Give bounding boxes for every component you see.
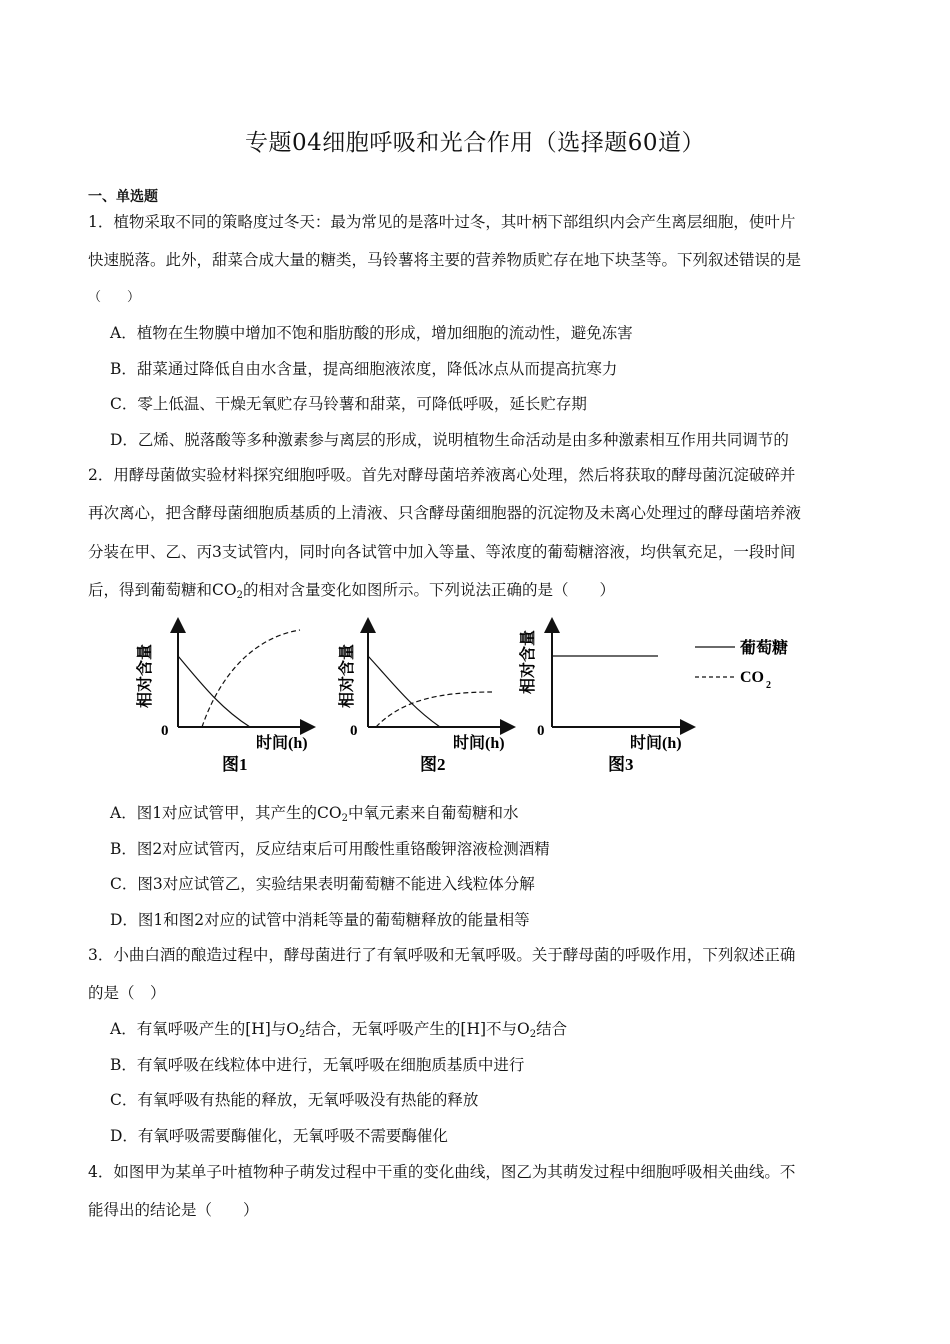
q2-line-1: 2．用酵母菌做实验材料探究细胞呼吸。首先对酵母菌培养液离心处理，然后将获取的酵母菌沉淀破碎并 (88, 466, 796, 484)
q1-line-3: （ ） (88, 290, 141, 305)
q1-line-2: 快速脱落。此外，甜菜合成大量的糖类，马铃薯将主要的营养物质贮存在地下块茎等。下列叙述错误的是 (88, 251, 802, 269)
panel3-caption: 图3 (608, 755, 634, 774)
q4-line-1: 4．如图甲为某单子叶植物种子萌发过程中干重的变化曲线，图乙为其萌发过程中细胞呼吸相关曲线。不 (88, 1163, 796, 1181)
q1-option-d: D．乙烯、脱落酸等多种激素参与离层的形成，说明植物生命活动是由多种激素相互作用共同调节的 (110, 431, 789, 449)
q4-line-2: 能得出的结论是（ ） (88, 1201, 259, 1219)
q1-option-a: A．植物在生物膜中增加不饱和脂肪酸的形成，增加细胞的流动性，避免冻害 (110, 324, 633, 342)
q2-option-c: C．图3对应试管乙，实验结果表明葡萄糖不能进入线粒体分解 (110, 875, 535, 893)
panel1-co2-curve (202, 630, 300, 727)
panel2-origin: 0 (350, 723, 358, 739)
q3-option-d: D．有氧呼吸需要酶催化，无氧呼吸不需要酶催化 (110, 1127, 448, 1145)
q2-option-b: B．图2对应试管丙，反应结束后可用酸性重铬酸钾溶液检测酒精 (110, 840, 550, 858)
panel1-caption: 图1 (222, 755, 248, 774)
q2-line-4: 后，得到葡萄糖和$CO_2$的相对含量变化如图所示。下列说法正确的是（ ） (88, 581, 615, 601)
panel3-xlabel: 时间(h) (630, 735, 682, 752)
panel3-ylabel: 相对含量 (520, 629, 537, 695)
panel1-glucose-curve (178, 656, 250, 727)
q1-option-b: B．甜菜通过降低自由水含量，提高细胞液浓度，降低冰点从而提高抗寒力 (110, 360, 618, 378)
page-title: 专题04细胞呼吸和光合作用（选择题60道） (244, 130, 706, 156)
figure-panel-2 (337, 625, 508, 774)
q3-option-a: A．有氧呼吸产生的[H]与$O_2$结合，无氧呼吸产生的[H]不与$O_2$结合 (110, 1020, 568, 1040)
q3-option-c: C．有氧呼吸有热能的释放，无氧呼吸没有热能的释放 (110, 1091, 479, 1109)
panel2-glucose-curve (368, 656, 440, 727)
q2-line-3: 分装在甲、乙、丙3支试管内，同时向各试管中加入等量、等浓度的葡萄糖溶液，均供氧充足，一段时间 (88, 543, 796, 561)
q2-line-2: 再次离心，把含酵母菌细胞质基质的上清液、只含酵母菌细胞器的沉淀物及未离心处理过的酵母菌培养液 (88, 504, 802, 522)
panel2-caption: 图2 (420, 755, 446, 774)
q2-option-a: A．图1对应试管甲，其产生的$CO_2$中氧元素来自葡萄糖和水 (110, 804, 519, 824)
figure-legend (695, 638, 788, 691)
panel1-ylabel: 相对含量 (137, 643, 154, 709)
q2-option-d: D．图1和图2对应的试管中消耗等量的葡萄糖释放的能量相等 (110, 911, 530, 929)
legend-co2-label: CO (740, 669, 764, 686)
panel2-ylabel: 相对含量 (339, 643, 356, 709)
q3-line-1: 3．小曲白酒的酿造过程中，酵母菌进行了有氧呼吸和无氧呼吸。关于酵母菌的呼吸作用，下列叙述正确 (88, 946, 796, 964)
panel3-origin: 0 (537, 723, 545, 739)
legend-glucose-label: 葡萄糖 (740, 640, 789, 657)
panel1-xlabel: 时间(h) (256, 735, 308, 752)
panel1-origin: 0 (161, 723, 169, 739)
figure-panel-1 (135, 625, 308, 774)
panel2-co2-curve (376, 692, 492, 727)
section-heading: 一、单选题 (88, 189, 158, 205)
q3-option-b: B．有氧呼吸在线粒体中进行，无氧呼吸在细胞质基质中进行 (110, 1056, 525, 1074)
q1-option-c: C．零上低温、干燥无氧贮存马铃薯和甜菜，可降低呼吸，延长贮存期 (110, 395, 587, 413)
panel2-xlabel: 时间(h) (453, 735, 505, 752)
figure-panel-3 (518, 625, 688, 774)
legend-co2-subscript: 2 (766, 680, 771, 691)
q1-line-1: 1．植物采取不同的策略度过冬天：最为常见的是落叶过冬，其叶柄下部组织内会产生离层细胞，使叶片 (88, 213, 796, 231)
q2-figure (137, 620, 820, 785)
q3-line-2: 的是（ ） (88, 984, 166, 1002)
